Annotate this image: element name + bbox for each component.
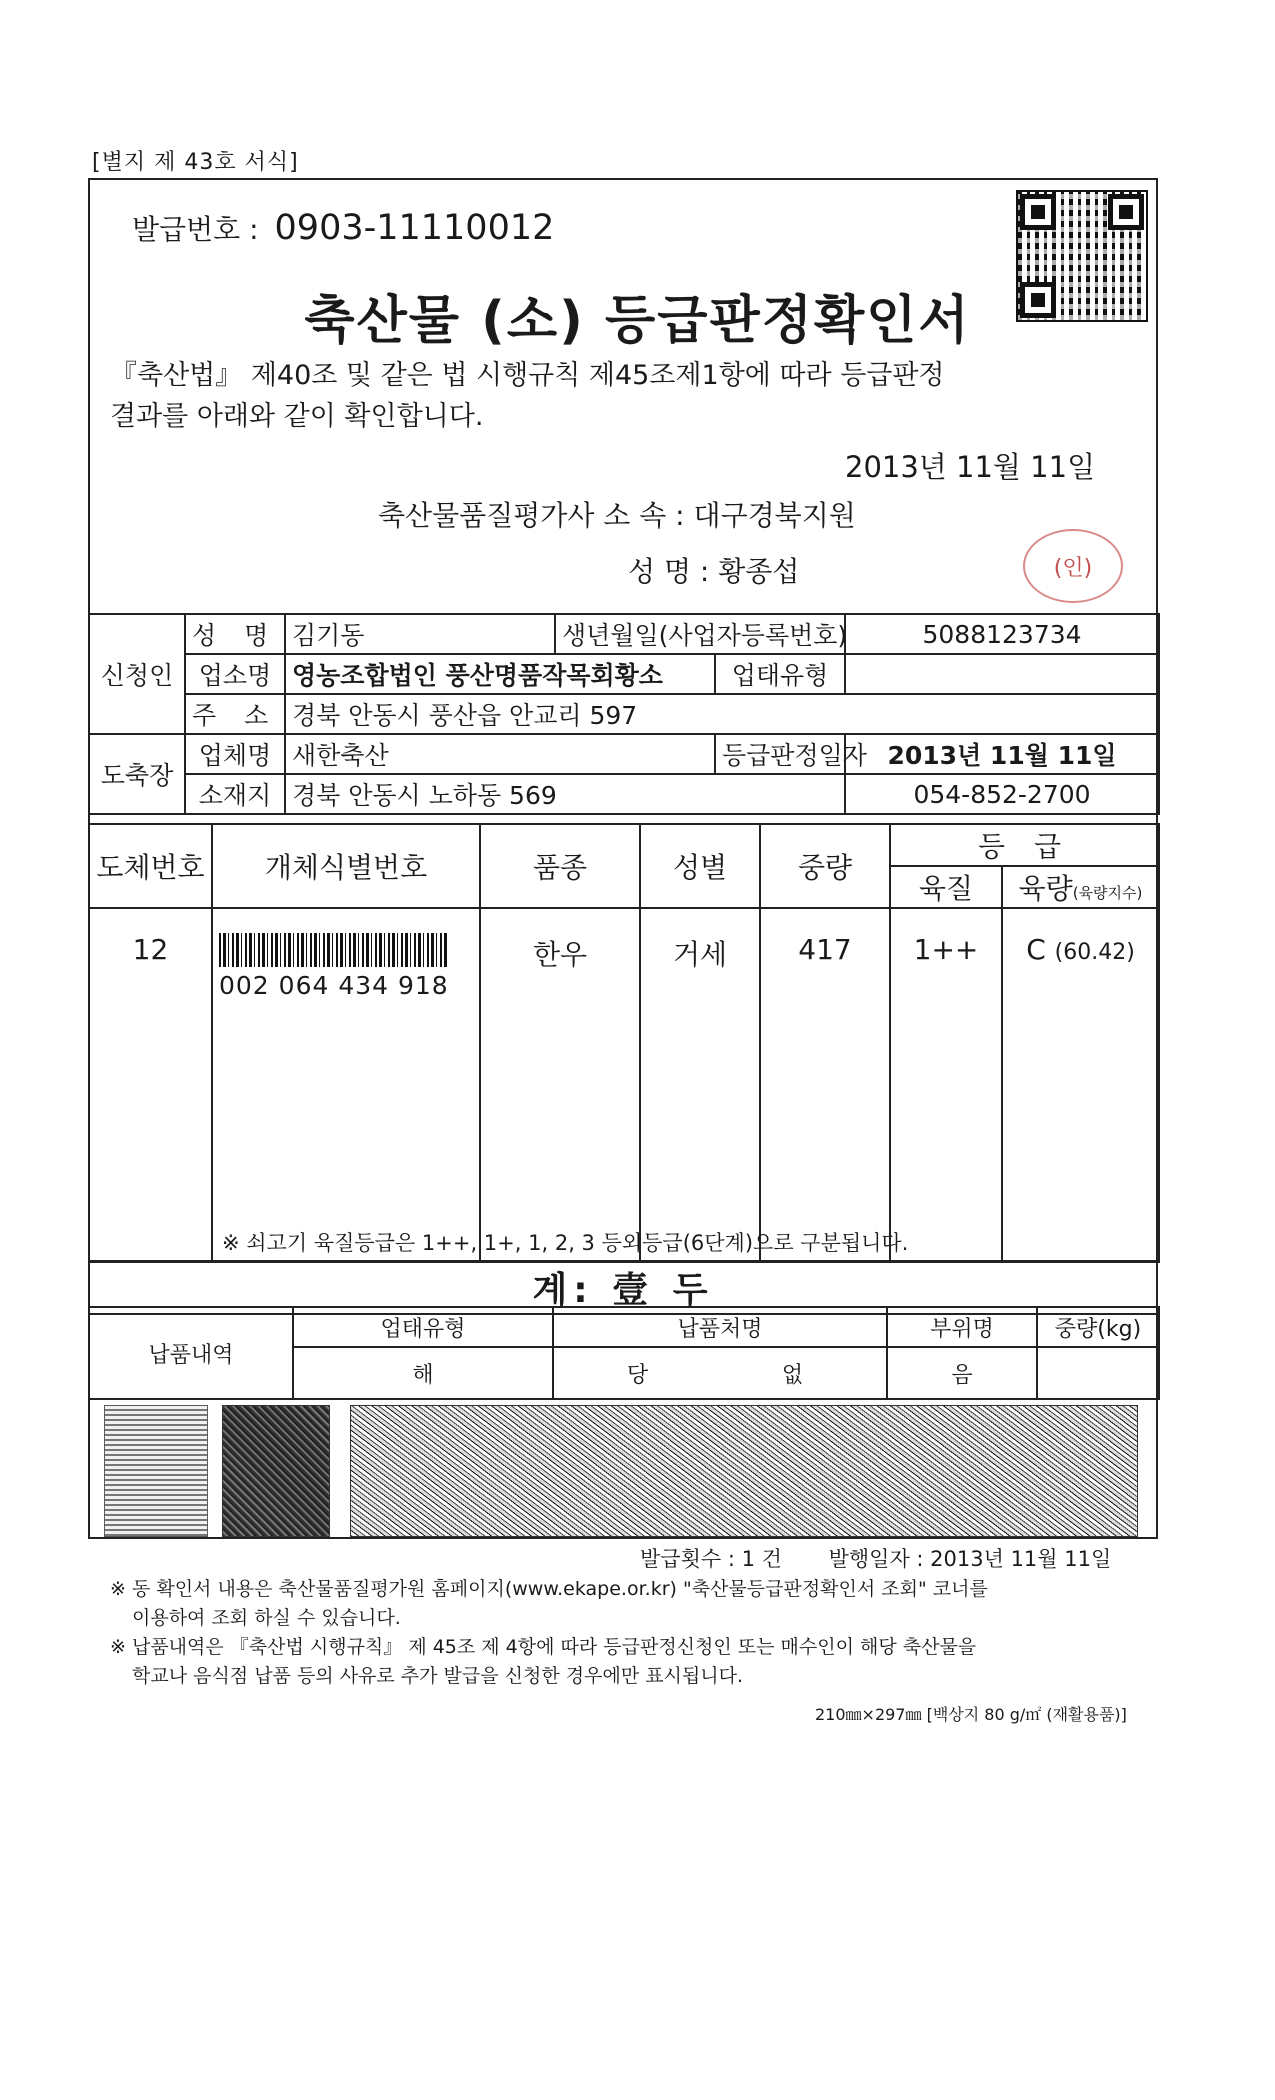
issue-count: 발급횟수 : 1 건: [640, 1547, 782, 1571]
delivery-header: 부위명: [887, 1307, 1037, 1347]
quality-value: 1++: [890, 908, 1002, 1262]
footnote-line: ※ 납품내역은 『축산법 시행규칙』 제 45조 제 4항에 따라 등급판정신청인 또는 매수인이 해당 축산물을: [110, 1636, 977, 1658]
grading-date-value: 2013년 11월 11일: [845, 734, 1159, 774]
footnote-line: 이용하여 조회 하실 수 있습니다.: [132, 1607, 401, 1629]
address-value: 경북 안동시 풍산읍 안교리 597: [285, 694, 1159, 734]
applicant-section-label: 신청인: [89, 614, 185, 734]
paper-spec: 210㎜×297㎜ [백상지 80 g/㎡ (재활용품)]: [815, 1705, 1127, 1724]
grade-table: [88, 823, 1160, 1263]
footnote-line: ※ 동 확인서 내용은 축산물품질평가원 홈페이지(www.ekape.or.kr) "축산물등급판정확인서 조회" 코너를: [110, 1578, 988, 1600]
delivery-value: 음: [887, 1347, 1037, 1399]
delivery-value-cell: [553, 1347, 887, 1399]
breed-header: 품종: [480, 824, 640, 908]
sex-header: 성별: [640, 824, 760, 908]
footer-issue-date: 발행일자 : 2013년 11월 11일: [828, 1547, 1112, 1571]
id-no-cell: [212, 908, 480, 1262]
address-label: 주 소: [185, 694, 285, 734]
issue-date: 2013년 11월 11일: [845, 450, 1096, 484]
company-label: 업체명: [185, 734, 285, 774]
delivery-value: 없: [781, 1362, 804, 1388]
delivery-header: 중량(kg): [1037, 1307, 1159, 1347]
applicant-name: 김기동: [285, 614, 555, 654]
sex-value: 거세: [640, 908, 760, 1262]
location-label: 소재지: [185, 774, 285, 814]
slaughterhouse-section-label: 도축장: [89, 734, 185, 814]
location-value: 경북 안동시 노하동 569: [285, 774, 845, 814]
carcass-no-header: 도체번호: [89, 824, 212, 908]
id-no-header: 개체식별번호: [212, 824, 480, 908]
quality-header: 육질: [890, 866, 1002, 908]
issue-number-value: 0903-11110012: [274, 208, 555, 248]
qr-finder: [1020, 194, 1056, 230]
grading-date-label: 등급판정일자: [715, 734, 845, 774]
applicant-table: [88, 613, 1160, 815]
intro-line: 『축산법』 제40조 및 같은 법 시행규칙 제45조제1항에 따라 등급판정: [110, 360, 945, 391]
delivery-header: 업태유형: [293, 1307, 553, 1347]
barcode: [219, 933, 449, 967]
yield-index-value: (60.42): [1054, 940, 1135, 965]
grade-header: 등 급: [890, 824, 1159, 866]
document-title: 축산물 (소) 등급판정확인서: [304, 291, 971, 351]
biz-type-value: [845, 654, 1159, 694]
issue-number-label: 발급번호 :: [132, 213, 259, 246]
security-pattern: [104, 1405, 208, 1537]
phone-value: 054-852-2700: [845, 774, 1159, 814]
footnote-line: 학교나 음식점 납품 등의 사유로 추가 발급을 신청한 경우에만 표시됩니다.: [132, 1665, 744, 1687]
birth-value: 5088123734: [845, 614, 1159, 654]
company-value: 새한축산: [285, 734, 715, 774]
security-pattern: [222, 1405, 330, 1537]
id-no-value: 002 064 434 918: [219, 971, 449, 1000]
carcass-no-value: 12: [89, 908, 212, 1262]
biz-type-label: 업태유형: [715, 654, 845, 694]
footnotes: [110, 1575, 1160, 1691]
yield-value: C: [1026, 933, 1046, 966]
total-value: 계: 壹 두: [89, 1261, 1157, 1314]
weight-header: 중량: [760, 824, 890, 908]
intro-line: 결과를 아래와 같이 확인합니다.: [110, 401, 484, 432]
assessor-affiliation: 축산물품질평가사 소 속 : 대구경북지원: [378, 499, 856, 532]
breed-value: 한우: [480, 908, 640, 1262]
intro-text: [110, 355, 1110, 437]
delivery-weight-value: [1037, 1347, 1159, 1399]
grade-note: ※ 쇠고기 육질등급은 1++, 1+, 1, 2, 3 등외등급(6단계)으로 구분됩니다.: [222, 1231, 909, 1255]
security-pattern: [350, 1405, 1138, 1537]
qr-finder: [1108, 194, 1144, 230]
delivery-value: 해: [293, 1347, 553, 1399]
seal-stamp: (인): [1023, 529, 1123, 603]
yield-header: [1002, 866, 1159, 908]
delivery-value: 당: [626, 1362, 649, 1388]
delivery-section-label: 납품내역: [89, 1307, 293, 1399]
name-label: 성 명: [185, 614, 285, 654]
yield-header-label: 육량: [1018, 872, 1073, 905]
delivery-header: 납품처명: [553, 1307, 887, 1347]
weight-value: 417: [760, 908, 890, 1262]
assessor-name: 성 명 : 황종섭: [628, 555, 800, 588]
issue-footer: [640, 1543, 1111, 1573]
delivery-table: [88, 1306, 1160, 1400]
form-label: [별지 제 43호 서식]: [92, 150, 299, 175]
business-label: 업소명: [185, 654, 285, 694]
yield-cell: [1002, 908, 1159, 1262]
yield-index-header: (육량지수): [1072, 884, 1143, 902]
issue-number: [132, 208, 554, 248]
business-name: 영농조합법인 풍산명품작목회황소: [285, 654, 715, 694]
birth-label: 생년월일(사업자등록번호): [555, 614, 845, 654]
